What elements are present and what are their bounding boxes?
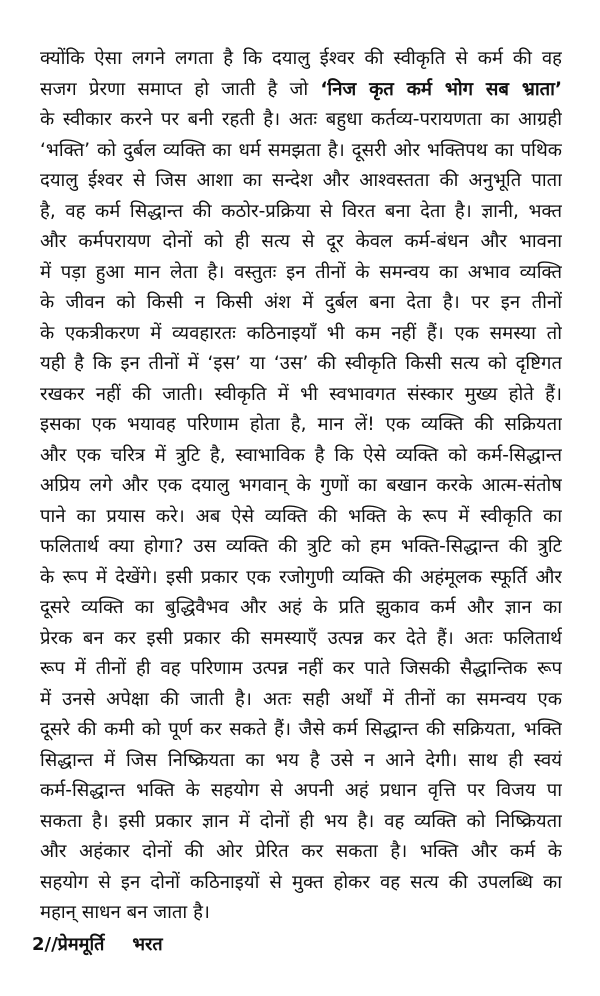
text-line-content: यही है कि इन तीनों में ‘इस’ या ‘उस’ की स्वीकृति किसी सत्य को दृष्टिगत bbox=[40, 353, 562, 374]
text-line-content: पाने का प्रयास करे। अब ऐसे व्यक्ति की भक्ति के रूप में स्वीकृति का bbox=[40, 505, 562, 527]
text-line bbox=[40, 44, 562, 75]
text-line-content: में पड़ा हुआ मान लेता है। वस्तुतः इन तीनों के समन्वय का अभाव व्यक्ति bbox=[40, 261, 562, 283]
text-line-content: और अहंकार दोनों की ओर प्रेरित कर सकता है। भक्ति और कर्म के bbox=[40, 841, 562, 862]
text-line bbox=[40, 227, 562, 258]
text-line-content: प्रेरक बन कर इसी प्रकार की समस्याएँ उत्पन्न कर देते हैं। अतः फलितार्थ bbox=[40, 627, 562, 649]
text-line bbox=[40, 471, 562, 502]
text-line-content: के एकत्रीकरण में व्यवहारतः कठिनाइयाँ भी कम नहीं हैं। एक समस्या तो bbox=[40, 322, 562, 344]
text-line-content: सहयोग से इन दोनों कठिनाइयों से मुक्त होकर वह सत्य की उपलब्धि का bbox=[40, 871, 562, 893]
bold-quote: ‘निज कृत कर्म भोग सब भ्राता’ bbox=[320, 78, 562, 100]
text-line bbox=[40, 532, 562, 563]
text-line bbox=[40, 75, 562, 106]
footer-page-reference: 2//प्रेममूर्ति bbox=[32, 934, 105, 955]
text-line-content: दूसरे व्यक्ति का बुद्धिवैभव और अहं के प्रति झुकाव कर्म और ज्ञान का bbox=[40, 597, 562, 618]
text-line bbox=[40, 502, 562, 533]
text-line bbox=[40, 136, 562, 167]
text-line bbox=[40, 715, 562, 746]
text-line bbox=[40, 410, 562, 441]
text-line bbox=[40, 624, 562, 655]
text-line bbox=[40, 105, 562, 136]
text-line-content: रूप में तीनों ही वह परिणाम उत्पन्न नहीं कर पाते जिसकी सैद्धान्तिक रूप bbox=[40, 658, 562, 679]
text-line bbox=[40, 380, 562, 411]
text-line bbox=[40, 593, 562, 624]
text-line bbox=[40, 349, 562, 380]
body-paragraph bbox=[40, 44, 562, 929]
text-line-content: सिद्धान्त में जिस निष्क्रियता का भय है उसे न आने देगी। साथ ही स्वयं bbox=[40, 749, 562, 771]
text-line bbox=[40, 807, 562, 838]
text-line-content: इसका एक भयावह परिणाम होता है, मान लें! एक व्यक्ति की सक्रियता bbox=[40, 414, 562, 435]
text-line-content: और एक चरित्र में त्रुटि है, स्वाभाविक है कि ऐसे व्यक्ति को कर्म-सिद्धान्त bbox=[40, 444, 562, 466]
text-line bbox=[40, 319, 562, 350]
text-line bbox=[40, 563, 562, 594]
page-footer bbox=[32, 932, 163, 956]
text-line-content: सजग प्रेरणा समाप्त हो जाती है जो bbox=[40, 78, 321, 100]
text-line-content: दयालु ईश्वर से जिस आशा का सन्देश और आश्वस्तता की अनुभूति पाता bbox=[40, 170, 562, 191]
text-line-content: है, वह कर्म सिद्धान्त की कठोर-प्रक्रिया से विरत बना देता है। ज्ञानी, भक्त bbox=[40, 200, 562, 222]
text-line bbox=[40, 166, 562, 197]
text-line-content: ‘भक्ति’ को दुर्बल व्यक्ति का धर्म समझता है। दूसरी ओर भक्तिपथ का पथिक bbox=[40, 139, 562, 161]
text-line-content: के जीवन को किसी न किसी अंश में दुर्बल बना देता है। पर इन तीनों bbox=[40, 292, 562, 313]
text-line-content: फलितार्थ क्या होगा? उस व्यक्ति की त्रुटि को हम भक्ति-सिद्धान्त की त्रुटि bbox=[40, 536, 562, 557]
footer-book-title: भरत bbox=[132, 934, 163, 955]
text-line bbox=[40, 654, 562, 685]
text-line bbox=[40, 258, 562, 289]
text-line-content: में उनसे अपेक्षा की जाती है। अतः सही अर्थों में तीनों का समन्वय एक bbox=[40, 688, 562, 710]
text-line-content: के रूप में देखेंगे। इसी प्रकार एक रजोगुणी व्यक्ति की अहंमूलक स्फूर्ति और bbox=[40, 566, 562, 588]
text-line bbox=[40, 288, 562, 319]
text-line bbox=[40, 837, 562, 868]
text-line-content: अप्रिय लगे और एक दयालु भगवान् के गुणों का बखान करके आत्म-संतोष bbox=[40, 475, 562, 496]
text-line bbox=[40, 898, 562, 929]
text-line-content: कर्म-सिद्धान्त भक्ति के सहयोग से अपनी अहं प्रधान वृत्ति पर विजय पा bbox=[40, 780, 562, 801]
text-line-content: के स्वीकार करने पर बनी रहती है। अतः बहुधा कर्तव्य-परायणता का आग्रही bbox=[40, 109, 562, 130]
text-line bbox=[40, 685, 562, 716]
text-line-content: क्योंकि ऐसा लगने लगता है कि दयालु ईश्वर की स्वीकृति से कर्म की वह bbox=[40, 48, 562, 69]
text-line bbox=[40, 197, 562, 228]
text-line-content: दूसरे की कमी को पूर्ण कर सकते हैं। जैसे कर्म सिद्धान्त की सक्रियता, भक्ति bbox=[40, 719, 562, 740]
text-line-content: सकता है। इसी प्रकार ज्ञान में दोनों ही भय है। वह व्यक्ति को निष्क्रियता bbox=[40, 810, 562, 832]
text-line bbox=[40, 776, 562, 807]
text-line-content: महान् साधन बन जाता है। bbox=[40, 902, 210, 923]
text-line-content: और कर्मपरायण दोनों को ही सत्य से दूर केवल कर्म-बंधन और भावना bbox=[40, 231, 562, 252]
text-line bbox=[40, 441, 562, 472]
text-line bbox=[40, 868, 562, 899]
text-line bbox=[40, 746, 562, 777]
text-line-content: रखकर नहीं की जाती। स्वीकृति में भी स्वभावगत संस्कार मुख्य होते हैं। bbox=[40, 383, 562, 405]
